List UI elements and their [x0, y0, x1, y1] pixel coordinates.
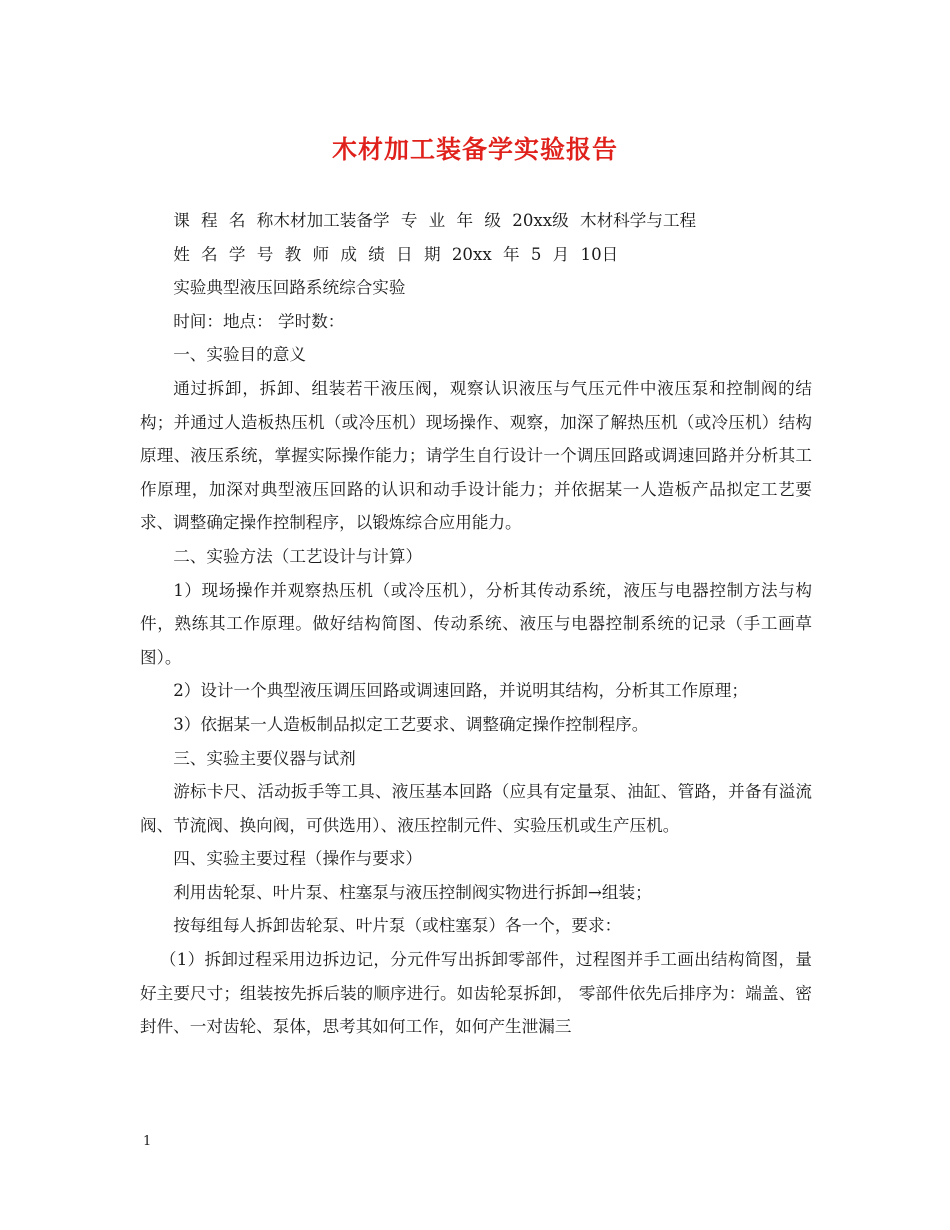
experiment-name: 实验典型液压回路系统综合实验: [173, 278, 406, 298]
page-number: 1: [143, 1134, 152, 1149]
section-heading-4: 四、实验主要过程（操作与要求）: [173, 849, 423, 869]
time-location-line: 时间：地点： 学时数：: [173, 311, 345, 331]
method-item-2: 2）设计一个典型液压调压回路或调速回路，并说明其结构，分析其工作原理；: [173, 681, 748, 701]
section-heading-3: 三、实验主要仪器与试剂: [173, 748, 356, 768]
section-heading-1: 一、实验目的意义: [173, 345, 306, 365]
section-heading-2: 二、实验方法（工艺设计与计算）: [173, 546, 423, 566]
course-info-line: 课 程 名 称木材加工装备学 专 业 年 级 20xx级 木材科学与工程: [173, 211, 697, 230]
method-item-3: 3）依据某一人造板制品拟定工艺要求、调整确定操作控制程序。: [173, 714, 649, 734]
process-line-1: 利用齿轮泵、叶片泵、柱塞泵与液压控制阀实物进行拆卸→组装；: [173, 882, 652, 902]
document-body: [140, 204, 812, 1044]
process-line-2: 按每组每人拆卸齿轮泵、叶片泵（或柱塞泵）各一个，要求：: [173, 916, 622, 936]
process-step-1: （1）拆卸过程采用边拆边记，分元件写出拆卸零部件，过程图并手工画出结构简图，量好主要尺寸；组装按先拆后装的顺序进行。如齿轮泵拆卸， 零部件依先后排序为：端盖、密封件、一对齿轮、泵体，思考其如何工作，如何产生泄漏三: [140, 950, 812, 1037]
document-title: 木材加工装备学实验报告: [331, 135, 618, 164]
student-info-line: 姓 名 学 号 教 师 成 绩 日 期 20xx 年 5 月 10日: [173, 244, 619, 264]
method-item-1: 1）现场操作并观察热压机（或冷压机），分析其传动系统，液压与电器控制方法与构件，熟练其工作原理。做好结构简图、传动系统、液压与电器控制系统的记录（手工画草图）。: [140, 580, 812, 667]
equipment-paragraph: 游标卡尺、活动扳手等工具、液压基本回路（应具有定量泵、油缸、管路，并备有溢流阀、节流阀、换向阀，可供选用）、液压控制元件、实验压机或生产压机。: [140, 782, 812, 835]
section-paragraph-1: 通过拆卸，拆卸、组装若干液压阀，观察认识液压与气压元件中液压泵和控制阀的结构；并通过人造板热压机（或冷压机）现场操作、观察，加深了解热压机（或冷压机）结构原理、液压系统，掌握实际操作能力；请学生自行设计一个调压回路或调速回路并分析其工作原理，加深对典型液压回路的认识和动手设计能力；并依据某一人造板产品拟定工艺要求、调整确定操作控制程序，以锻炼综合应用能力。: [140, 378, 812, 533]
